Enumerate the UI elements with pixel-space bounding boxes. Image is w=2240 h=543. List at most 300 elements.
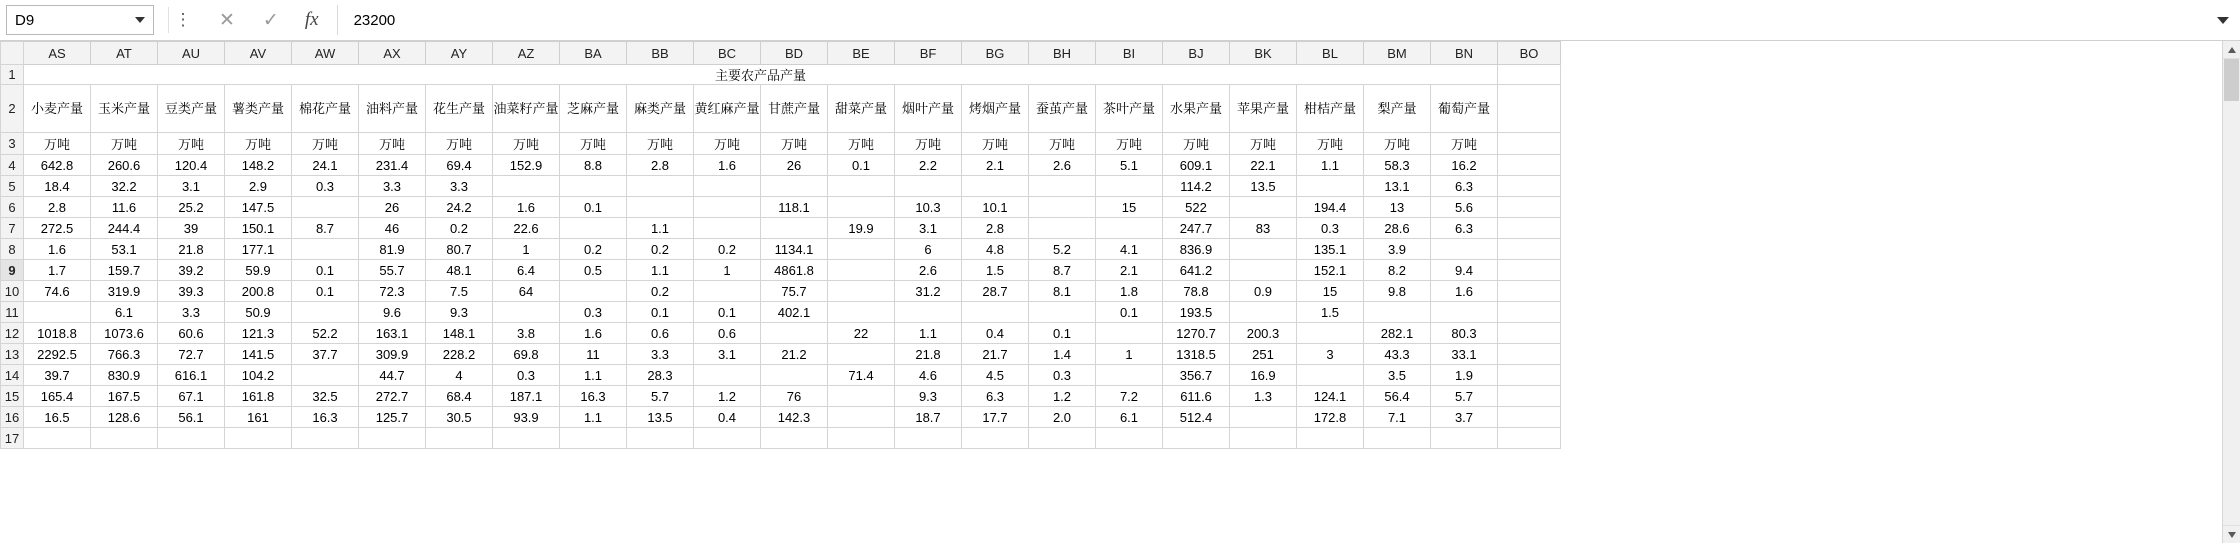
cell[interactable]: 193.5 [1163,302,1230,323]
cell[interactable] [292,302,359,323]
cell[interactable]: 6.4 [493,260,560,281]
cell[interactable] [761,323,828,344]
scroll-up-button[interactable] [2223,41,2240,59]
cell[interactable]: 13.5 [627,407,694,428]
cell[interactable] [359,428,426,449]
cell[interactable]: 0.4 [962,323,1029,344]
cell[interactable]: 16.9 [1230,365,1297,386]
cell[interactable] [1230,428,1297,449]
cell[interactable]: 16.2 [1431,155,1498,176]
cell[interactable] [627,176,694,197]
cell[interactable]: 0.1 [828,155,895,176]
cell[interactable] [962,302,1029,323]
cell[interactable]: 26 [761,155,828,176]
cell[interactable]: 2.8 [962,218,1029,239]
cell[interactable] [1029,302,1096,323]
cell[interactable]: 609.1 [1163,155,1230,176]
cell[interactable]: 1 [694,260,761,281]
row-header-10[interactable]: 10 [1,281,24,302]
cell[interactable]: 1.6 [493,197,560,218]
cell[interactable]: 3.9 [1364,239,1431,260]
cell[interactable] [828,176,895,197]
cell[interactable]: 141.5 [225,344,292,365]
cell[interactable] [1498,428,1561,449]
column-label-cell[interactable]: 棉花产量 [292,85,359,133]
cell[interactable]: 72.7 [158,344,225,365]
cell[interactable]: 55.7 [359,260,426,281]
row-header-16[interactable]: 16 [1,407,24,428]
cell[interactable]: 125.7 [359,407,426,428]
cell[interactable]: 0.2 [560,239,627,260]
column-label-cell[interactable]: 甘蔗产量 [761,85,828,133]
cell[interactable]: 83 [1230,218,1297,239]
cell[interactable]: 152.9 [493,155,560,176]
cell[interactable] [1498,218,1561,239]
cell[interactable] [24,428,91,449]
cell[interactable]: 80.7 [426,239,493,260]
column-label-cell[interactable]: 水果产量 [1163,85,1230,133]
table-row[interactable] [1,133,1561,155]
row-header-5[interactable]: 5 [1,176,24,197]
cell[interactable]: 59.9 [225,260,292,281]
cell[interactable] [1498,386,1561,407]
row-header-14[interactable]: 14 [1,365,24,386]
cell[interactable]: 39.3 [158,281,225,302]
cell[interactable]: 0.3 [493,365,560,386]
cell[interactable]: 1.6 [24,239,91,260]
unit-cell[interactable]: 万吨 [225,133,292,155]
cell[interactable]: 1 [1096,344,1163,365]
cell[interactable] [828,344,895,365]
cell[interactable]: 1.1 [627,218,694,239]
cell[interactable]: 200.8 [225,281,292,302]
cell[interactable]: 309.9 [359,344,426,365]
table-row[interactable] [1,197,1561,218]
cell[interactable]: 128.6 [91,407,158,428]
cell[interactable]: 3 [1297,344,1364,365]
cell[interactable]: 16.3 [292,407,359,428]
cell[interactable]: 0.3 [292,176,359,197]
column-header-BD[interactable]: BD [761,42,828,65]
cell[interactable]: 50.9 [225,302,292,323]
cell[interactable]: 7.2 [1096,386,1163,407]
cell[interactable]: 21.7 [962,344,1029,365]
cell[interactable]: 3.3 [627,344,694,365]
cell[interactable]: 0.2 [694,239,761,260]
cell[interactable] [1498,176,1561,197]
cell[interactable] [1498,260,1561,281]
cell[interactable]: 21.8 [158,239,225,260]
column-label-cell[interactable]: 花生产量 [426,85,493,133]
cell[interactable]: 78.8 [1163,281,1230,302]
cell[interactable] [1297,176,1364,197]
row-header-4[interactable]: 4 [1,155,24,176]
unit-cell[interactable]: 万吨 [962,133,1029,155]
unit-cell[interactable]: 万吨 [694,133,761,155]
cell[interactable]: 282.1 [1364,323,1431,344]
cell[interactable]: 28.7 [962,281,1029,302]
cell[interactable] [1096,323,1163,344]
cell[interactable] [1498,281,1561,302]
cancel-icon[interactable]: ✕ [219,9,235,31]
cell[interactable]: 830.9 [91,365,158,386]
column-label-cell[interactable]: 麻类产量 [627,85,694,133]
cell[interactable]: 3.3 [359,176,426,197]
cell[interactable] [292,239,359,260]
cell[interactable]: 228.2 [426,344,493,365]
cell[interactable]: 7.5 [426,281,493,302]
row-header-11[interactable]: 11 [1,302,24,323]
cell[interactable] [292,428,359,449]
cell[interactable]: 53.1 [91,239,158,260]
unit-cell[interactable]: 万吨 [1029,133,1096,155]
cell[interactable]: 6.1 [1096,407,1163,428]
column-header-BG[interactable]: BG [962,42,1029,65]
column-label-cell[interactable]: 柑桔产量 [1297,85,1364,133]
cell[interactable]: 1.6 [1431,281,1498,302]
cell[interactable]: 9.3 [895,386,962,407]
cell[interactable]: 7.1 [1364,407,1431,428]
cell[interactable]: 4.8 [962,239,1029,260]
cell[interactable]: 8.8 [560,155,627,176]
cell[interactable] [828,239,895,260]
column-header-BH[interactable]: BH [1029,42,1096,65]
unit-cell[interactable] [1498,133,1561,155]
cell[interactable]: 16.3 [560,386,627,407]
cell[interactable]: 0.1 [292,260,359,281]
cell[interactable]: 6.3 [962,386,1029,407]
table-row[interactable] [1,176,1561,197]
table-row[interactable] [1,260,1561,281]
cell[interactable]: 836.9 [1163,239,1230,260]
cell[interactable] [1096,218,1163,239]
row-header-12[interactable]: 12 [1,323,24,344]
cell[interactable]: 8.2 [1364,260,1431,281]
cell[interactable]: 200.3 [1230,323,1297,344]
column-header-BE[interactable]: BE [828,42,895,65]
cell[interactable]: 0.1 [1029,323,1096,344]
cell[interactable]: 32.5 [292,386,359,407]
confirm-icon[interactable]: ✓ [262,9,279,31]
column-header-BI[interactable]: BI [1096,42,1163,65]
column-header-BA[interactable]: BA [560,42,627,65]
cell[interactable]: 2.8 [627,155,694,176]
cell[interactable]: 163.1 [359,323,426,344]
cell[interactable]: 39 [158,218,225,239]
cell[interactable] [1230,260,1297,281]
cell[interactable]: 76 [761,386,828,407]
cell[interactable] [1029,197,1096,218]
cell[interactable] [828,281,895,302]
cell[interactable]: 6.1 [91,302,158,323]
cell[interactable] [1431,428,1498,449]
cell[interactable]: 0.2 [627,239,694,260]
cell[interactable]: 5.2 [1029,239,1096,260]
cell[interactable]: 28.3 [627,365,694,386]
chevron-down-icon[interactable] [135,17,145,23]
cell[interactable]: 30.5 [426,407,493,428]
cell[interactable]: 3.5 [1364,365,1431,386]
cell[interactable]: 1018.8 [24,323,91,344]
cell[interactable] [828,197,895,218]
column-header-AV[interactable]: AV [225,42,292,65]
row-header-2[interactable]: 2 [1,85,24,133]
cell[interactable] [1297,365,1364,386]
unit-cell[interactable]: 万吨 [1297,133,1364,155]
cell[interactable] [761,176,828,197]
cell[interactable] [225,428,292,449]
unit-cell[interactable]: 万吨 [24,133,91,155]
row-header-13[interactable]: 13 [1,344,24,365]
cell[interactable]: 642.8 [24,155,91,176]
cell[interactable]: 2.9 [225,176,292,197]
cell[interactable]: 0.1 [694,302,761,323]
cell[interactable]: 46 [359,218,426,239]
cell[interactable]: 13.5 [1230,176,1297,197]
cell[interactable]: 58.3 [1364,155,1431,176]
cell[interactable]: 150.1 [225,218,292,239]
column-header-BC[interactable]: BC [694,42,761,65]
cell[interactable]: 0.1 [292,281,359,302]
cell[interactable]: 8.7 [1029,260,1096,281]
cell[interactable] [1230,239,1297,260]
cell[interactable]: 124.1 [1297,386,1364,407]
cell[interactable] [828,260,895,281]
cell[interactable]: 2.1 [962,155,1029,176]
column-header-BK[interactable]: BK [1230,42,1297,65]
cell[interactable]: 1.2 [694,386,761,407]
cell[interactable]: 0.9 [1230,281,1297,302]
cell[interactable]: 114.2 [1163,176,1230,197]
table-row[interactable] [1,344,1561,365]
cell[interactable]: 1318.5 [1163,344,1230,365]
cell[interactable]: 161.8 [225,386,292,407]
cell[interactable]: 8.1 [1029,281,1096,302]
cell[interactable]: 52.2 [292,323,359,344]
spreadsheet-grid[interactable] [0,41,2240,543]
cell[interactable]: 260.6 [91,155,158,176]
cell[interactable]: 2292.5 [24,344,91,365]
cell[interactable]: 161 [225,407,292,428]
column-label-cell[interactable]: 烟叶产量 [895,85,962,133]
expand-formula-bar-icon[interactable] [2206,5,2240,35]
cell[interactable]: 9.6 [359,302,426,323]
cell[interactable]: 3.1 [895,218,962,239]
name-box[interactable] [6,5,154,35]
cell[interactable]: 272.5 [24,218,91,239]
cell[interactable] [895,428,962,449]
row-header-8[interactable]: 8 [1,239,24,260]
cell[interactable]: 121.3 [225,323,292,344]
row-header-15[interactable]: 15 [1,386,24,407]
cell[interactable] [694,365,761,386]
cell[interactable]: 1.9 [1431,365,1498,386]
cell[interactable]: 172.8 [1297,407,1364,428]
column-label-cell[interactable]: 油菜籽产量 [493,85,560,133]
cell[interactable] [627,197,694,218]
cell[interactable] [694,281,761,302]
table-row[interactable] [1,428,1561,449]
cell[interactable]: 6.3 [1431,176,1498,197]
cell[interactable]: 148.1 [426,323,493,344]
cell[interactable]: 251 [1230,344,1297,365]
cell[interactable]: 3.8 [493,323,560,344]
cell[interactable]: 1.6 [694,155,761,176]
cell[interactable]: 1.1 [627,260,694,281]
cell[interactable]: 9.3 [426,302,493,323]
cell[interactable]: 165.4 [24,386,91,407]
cell[interactable] [627,428,694,449]
cell[interactable]: 8.7 [292,218,359,239]
cell[interactable] [560,218,627,239]
cell[interactable] [560,428,627,449]
cell[interactable] [1230,302,1297,323]
cell[interactable] [828,407,895,428]
unit-cell[interactable]: 万吨 [761,133,828,155]
cell[interactable]: 1.7 [24,260,91,281]
row-header-7[interactable]: 7 [1,218,24,239]
column-header-BN[interactable]: BN [1431,42,1498,65]
cell[interactable] [1498,407,1561,428]
cell[interactable]: 2.1 [1096,260,1163,281]
cell[interactable] [1297,428,1364,449]
table-row[interactable] [1,239,1561,260]
cell[interactable]: 1 [493,239,560,260]
column-label-cell[interactable]: 葡萄产量 [1431,85,1498,133]
cell[interactable]: 319.9 [91,281,158,302]
cell[interactable] [426,428,493,449]
cell[interactable]: 19.9 [828,218,895,239]
cell[interactable]: 616.1 [158,365,225,386]
cell[interactable]: 9.4 [1431,260,1498,281]
cell[interactable]: 69.4 [426,155,493,176]
column-header-AS[interactable]: AS [24,42,91,65]
cell[interactable]: 56.4 [1364,386,1431,407]
cell[interactable]: 0.3 [1297,218,1364,239]
cell[interactable] [1431,239,1498,260]
cell[interactable]: 152.1 [1297,260,1364,281]
cell[interactable]: 9.8 [1364,281,1431,302]
table-row[interactable] [1,155,1561,176]
table-row[interactable] [1,323,1561,344]
cell[interactable] [962,176,1029,197]
cell[interactable]: 21.2 [761,344,828,365]
cell[interactable]: 10.3 [895,197,962,218]
cell[interactable]: 71.4 [828,365,895,386]
cell[interactable]: 5.1 [1096,155,1163,176]
cell[interactable]: 0.1 [560,197,627,218]
cell[interactable]: 244.4 [91,218,158,239]
column-header-BM[interactable]: BM [1364,42,1431,65]
cell[interactable]: 2.8 [24,197,91,218]
cell[interactable]: 39.7 [24,365,91,386]
column-header-BL[interactable]: BL [1297,42,1364,65]
cell[interactable]: 1.5 [1297,302,1364,323]
cell[interactable] [1096,428,1163,449]
cell[interactable] [1498,197,1561,218]
cell[interactable] [1029,176,1096,197]
column-header-AT[interactable]: AT [91,42,158,65]
cell[interactable] [1498,302,1561,323]
cell[interactable]: 1.1 [560,365,627,386]
cell[interactable]: 69.8 [493,344,560,365]
cell[interactable]: 22.1 [1230,155,1297,176]
unit-cell[interactable]: 万吨 [158,133,225,155]
cell[interactable]: 231.4 [359,155,426,176]
unit-cell[interactable]: 万吨 [91,133,158,155]
cell[interactable]: 3.7 [1431,407,1498,428]
cell[interactable]: 3.3 [158,302,225,323]
cell[interactable]: 39.2 [158,260,225,281]
cell[interactable] [1498,155,1561,176]
cell[interactable] [694,218,761,239]
sheet-title-cell[interactable]: 主要农产品产量 [24,65,1498,85]
cell[interactable]: 81.9 [359,239,426,260]
cell[interactable]: 16.5 [24,407,91,428]
scroll-down-button[interactable] [2223,525,2240,543]
cell[interactable]: 0.2 [426,218,493,239]
cell[interactable]: 22 [828,323,895,344]
cell[interactable]: 22.6 [493,218,560,239]
function-icon[interactable]: fx [304,9,319,30]
cell[interactable]: 18.7 [895,407,962,428]
cell[interactable]: 1.1 [1297,155,1364,176]
cell[interactable] [761,428,828,449]
scrollbar-thumb[interactable] [2224,59,2239,101]
cell[interactable]: 1270.7 [1163,323,1230,344]
cell[interactable]: 3.1 [694,344,761,365]
cell[interactable]: 766.3 [91,344,158,365]
cell[interactable]: 5.7 [627,386,694,407]
column-label-cell[interactable]: 梨产量 [1364,85,1431,133]
column-header-BF[interactable]: BF [895,42,962,65]
cell[interactable]: 148.2 [225,155,292,176]
cell[interactable]: 4 [426,365,493,386]
cell[interactable]: 31.2 [895,281,962,302]
cell[interactable]: 44.7 [359,365,426,386]
cell[interactable]: 10.1 [962,197,1029,218]
cell[interactable]: 611.6 [1163,386,1230,407]
cell[interactable]: 272.7 [359,386,426,407]
cell[interactable]: 1.8 [1096,281,1163,302]
cell[interactable]: 64 [493,281,560,302]
column-label-cell[interactable]: 黄红麻产量 [694,85,761,133]
cell[interactable]: 356.7 [1163,365,1230,386]
cell[interactable]: 0.6 [694,323,761,344]
select-all-corner[interactable] [1,42,24,65]
cell[interactable]: 159.7 [91,260,158,281]
cell[interactable]: 28.6 [1364,218,1431,239]
cell[interactable]: 641.2 [1163,260,1230,281]
cell[interactable]: 13 [1364,197,1431,218]
cell[interactable]: 72.3 [359,281,426,302]
cell[interactable] [1498,365,1561,386]
cell[interactable] [1096,176,1163,197]
cell[interactable]: 24.1 [292,155,359,176]
cell[interactable] [962,428,1029,449]
cell[interactable]: 104.2 [225,365,292,386]
cell[interactable] [1498,323,1561,344]
cell[interactable]: 2.6 [1029,155,1096,176]
cell[interactable] [1498,239,1561,260]
cell[interactable] [493,428,560,449]
cell[interactable]: 18.4 [24,176,91,197]
column-header-AY[interactable]: AY [426,42,493,65]
cell[interactable]: 43.3 [1364,344,1431,365]
cell[interactable]: 142.3 [761,407,828,428]
row-header-3[interactable]: 3 [1,133,24,155]
cell[interactable]: 3.1 [158,176,225,197]
